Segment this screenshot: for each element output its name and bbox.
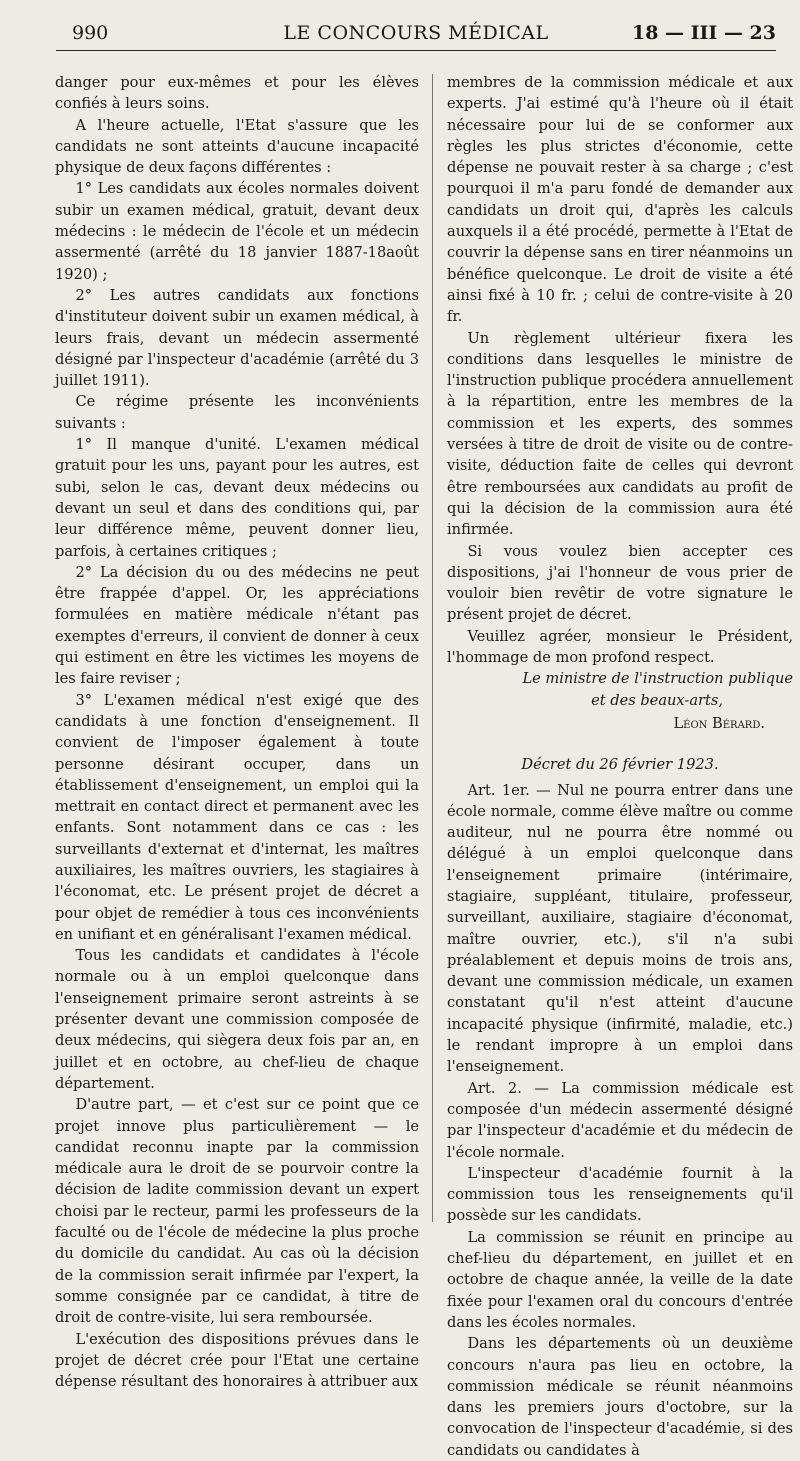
right-paragraph: Veuillez agréer, monsieur le Président, l'hommage de mon profond respect. (447, 627, 793, 667)
right-column (447, 72, 793, 1459)
decree-article: Art. 1er. — Nul ne pourra entrer dans une école normale, comme élève maître ou comme auditeur, nul ne pourra être nommé ou délégué à un emploi quelconque dans l'enseignement primaire (intérimaire, stagiaire, suppléant, titulaire, professeur, surveillant, auxiliaire, stagiaire d'économat, maître ouvrier, etc.), s'il n'a subi préalablement et depuis moins de trois ans, devant une commission médicale, un examen constatant qu'il n'est atteint d'aucune incapacité physique (infirmité, maladie, etc.) le rendant impropre à un emploi dans l'enseignement. (447, 781, 793, 1076)
left-paragraph: 3° L'examen médical n'est exigé que des candidats à une fonction d'enseignement. Il convient de l'imposer également à toute personne désirant occuper, dans un établissement d'enseignement, un emploi qui la mettrait en contact direct et permanent avec les enfants. Sont notamment dans ce cas : les surveillants d'externat et d'internat, les maîtres auxiliaires, les maîtres ouvriers, les stagiaires à l'économat, etc. Le présent projet de décret a pour objet de remédier à tous ces inconvénients en unifiant et en généralisant l'examen médical. (55, 691, 419, 943)
column-divider (432, 74, 433, 1222)
left-paragraph: Tous les candidats et candidates à l'école normale ou à un emploi quelconque dans l'enseignement primaire seront astreints à se présenter devant une commission composée de deux médecins, qui siègera deux fois par an, en juillet et en octobre, au chef-lieu de chaque département. (55, 947, 419, 1092)
left-paragraph: danger pour eux-mêmes et pour les élèves confiés à leurs soins. (55, 74, 419, 113)
right-paragraph: Si vous voulez bien accepter ces dispositions, j'ai l'honneur de vous prier de vouloir bien revêtir de votre signature le présent projet de décret. (447, 542, 793, 624)
decree-paragraph: Dans les départements où un deuxième concours n'aura pas lieu en octobre, la commission médicale se réunit néanmoins dans les premiers jours d'octobre, sur la convocation de l'inspecteur d'académie, si des candidats ou candidates à (447, 1335, 793, 1459)
signature-title-2: et des beaux-arts, (591, 691, 723, 709)
journal-title: LE CONCOURS MÉDICAL (283, 22, 549, 44)
left-paragraph: D'autre part, — et c'est sur ce point que ce projet innove plus particulièrement — le candidat reconnu inapte par la commission médicale aura le droit de se pourvoir contre la décision de ladite commission devant un expert choisi par le recteur, parmi les professeurs de la faculté ou de l'école de médecine la plus proche du domicile du candidat. Au cas où la décision de la commission serait infirmée par l'expert, la somme consignée par ce candidat, à titre de droit de contre-visite, lui sera remboursée. (55, 1096, 419, 1327)
decree-paragraph: L'inspecteur d'académie fournit à la commission tous les renseignements qu'il possède sur les candidats. (447, 1164, 793, 1225)
signature-title: Le ministre de l'instruction publique (522, 670, 793, 688)
page-header (56, 20, 776, 51)
left-paragraph: Ce régime présente les inconvénients suivants : (55, 393, 419, 432)
issue-date: 18 — III — 23 (631, 22, 776, 44)
left-paragraph: A l'heure actuelle, l'Etat s'assure que les candidats ne sont atteints d'aucune incapacité physique de deux façons différentes : (55, 116, 419, 177)
decree-title: Décret du 26 février 1923. (521, 756, 719, 774)
left-column (55, 72, 419, 1391)
right-paragraph: membres de la commission médicale et aux experts. J'ai estimé qu'à l'heure où il était nécessaire pour lui de se conformer aux règles les plus strictes d'économie, cette dépense ne pouvait rester à sa charge ; c'est pourquoi il m'a paru fondé de demander aux candidats un droit qui, d'après les calculs auxquels il a été procédé, permette à l'Etat de couvrir la dépense sans en tirer néanmoins un bénéfice quelconque. Le droit de visite a été ainsi fixé à 10 fr. ; celui de contre-visite à 20 fr. (447, 74, 793, 326)
left-paragraph: 2° Les autres candidats aux fonctions d'instituteur doivent subir un examen médical, à leurs frais, devant un médecin assermenté désigné par l'inspecteur d'académie (arrêté du 3 juillet 1911). (55, 286, 419, 390)
right-paragraph: Un règlement ultérieur fixera les conditions dans lesquelles le ministre de l'instruction publique procédera annuellement à la répartition, entre les membres de la commission et les experts, des sommes versées à titre de droit de visite ou de contre-visite, déduction faite de celles qui devront être remboursées aux candidats au profit de qui la décision de la commission aura été infirmée. (447, 329, 793, 539)
decree-article: Art. 2. — La commission médicale est composée d'un médecin assermenté désigné par l'inspecteur d'académie et du médecin de l'école normale. (447, 1079, 793, 1161)
left-paragraph: L'exécution des dispositions prévues dans le projet de décret crée pour l'Etat une certaine dépense résultant des honoraires à attribuer aux (55, 1330, 419, 1391)
left-paragraph: 1° Les candidats aux écoles normales doivent subir un examen médical, gratuit, devant deux médecins : le médecin de l'école et un médecin assermenté (arrêté du 18 janvier 1887-18août 1920) ; (55, 180, 419, 283)
page-number: 990 (72, 22, 109, 44)
left-paragraph: 2° La décision du ou des médecins ne peut être frappée d'appel. Or, les appréciations formulées en matière médicale n'étant pas exemptes d'erreurs, il convient de donner à ceux qui estiment en être les victimes les moyens de les faire reviser ; (55, 563, 419, 688)
left-paragraph: 1° Il manque d'unité. L'examen médical gratuit pour les uns, payant pour les autres, est subi, selon le cas, devant deux médecins ou devant un seul et dans des conditions qui, par leur différence même, peuvent donner lieu, parfois, à certaines critiques ; (55, 436, 419, 560)
signature-name: Léon Bérard. (673, 714, 765, 732)
decree-paragraph: La commission se réunit en principe au chef-lieu du département, en juillet et en octobre de chaque année, la veille de la date fixée pour l'examen oral du concours d'entrée dans les écoles normales. (447, 1228, 793, 1331)
